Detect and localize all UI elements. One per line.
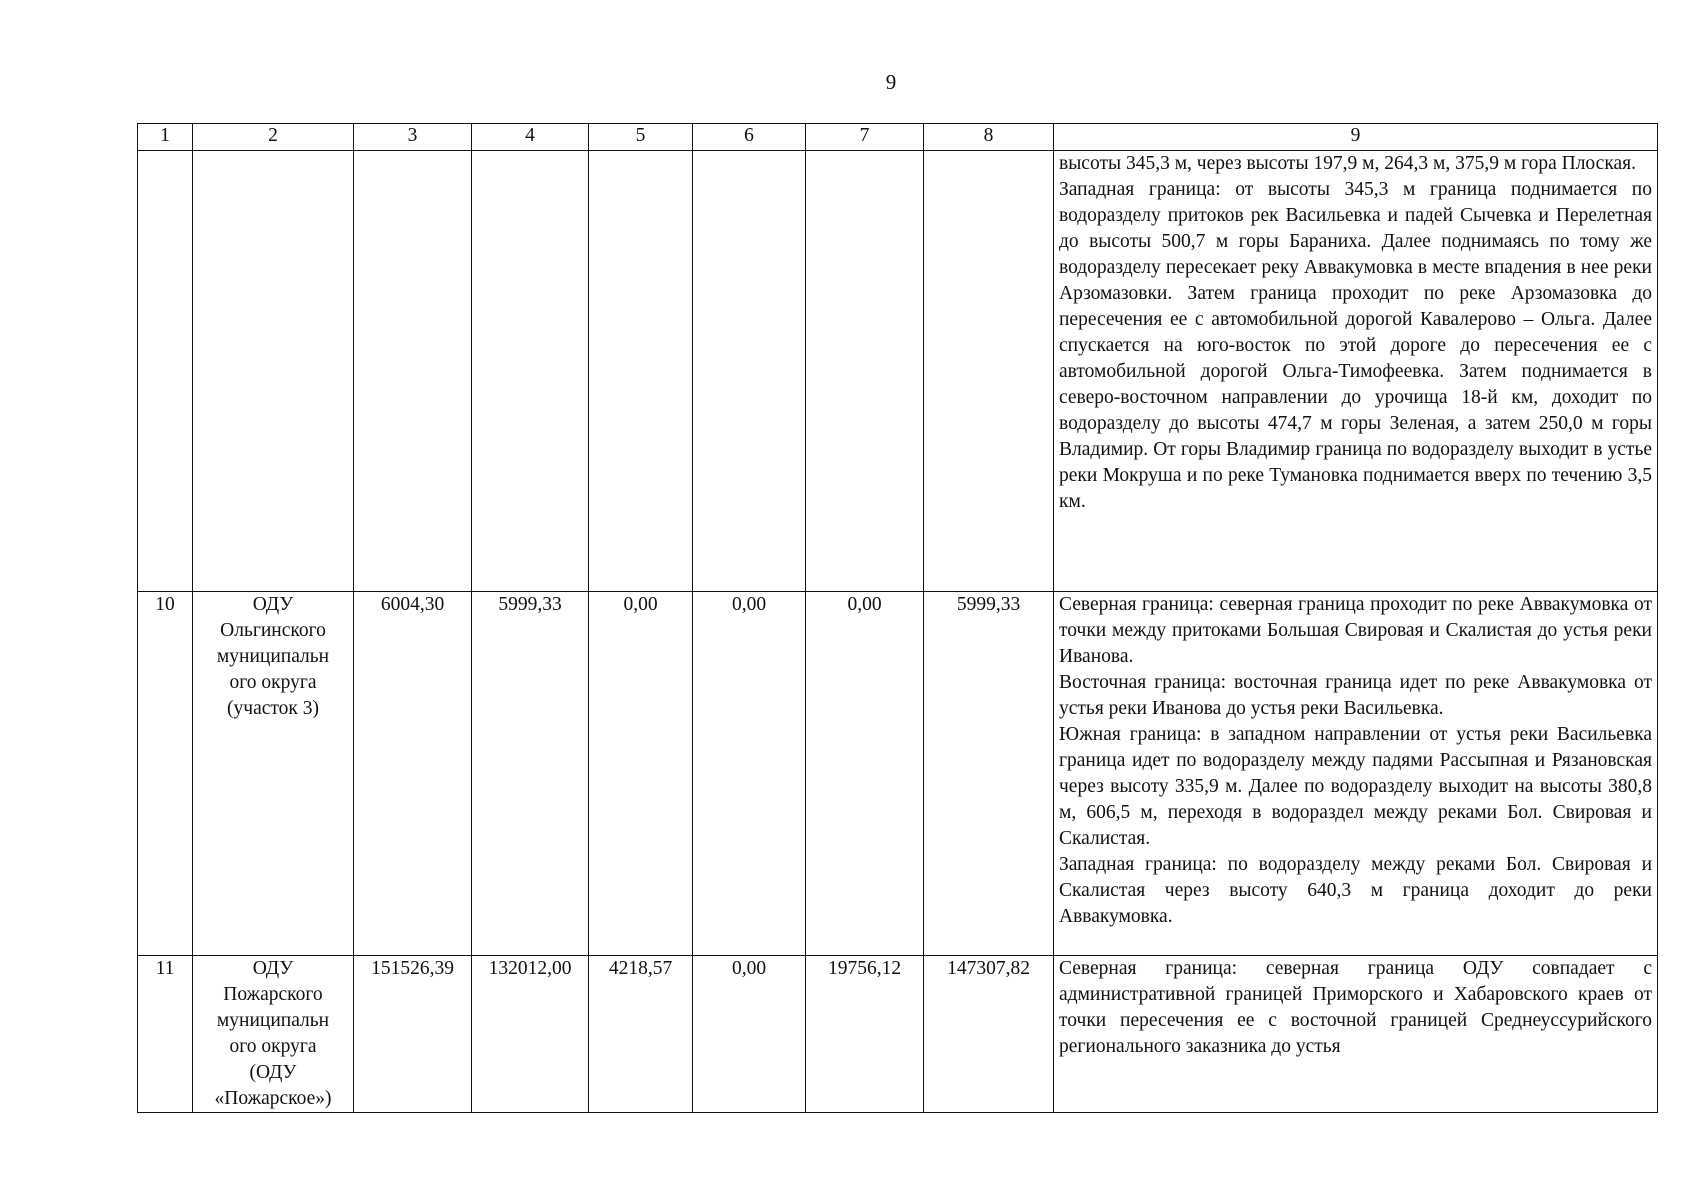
table-row: [138, 956, 1658, 1113]
column-header-8: 8: [924, 124, 1054, 151]
empty-cell: [589, 151, 693, 592]
description-paragraph: Северная граница: северная граница проходит по реке Аввакумовка от точки между притоками Большая Свировая и Скалистая до устья реки Иванова.: [1059, 594, 1652, 667]
area-name-line: «Пожарское»): [214, 1088, 332, 1109]
area-name-line: муниципальн: [216, 1010, 330, 1031]
description-paragraph: Западная граница: по водоразделу между реками Бол. Свировая и Скалистая через высоту 640,3 м граница доходит до реки Аввакумовка.: [1059, 854, 1652, 927]
column-header-6: 6: [693, 124, 806, 151]
description-paragraph: Южная граница: в западном направлении от устья реки Васильевка граница идет по водоразделу между падями Рассыпная и Рязановская через высоту 335,9 м. Далее по водоразделу выходит на высоты 380,8 м, 606,5 м, переходя в водораздел между реками Бол. Свировая и Скалистая.: [1059, 724, 1652, 849]
value-cell-col7: 0,00: [806, 592, 924, 956]
value-cell-col6: 0,00: [693, 592, 806, 956]
boundary-description-cell: [1054, 151, 1658, 592]
column-header-7: 7: [806, 124, 924, 151]
empty-cell: [138, 151, 193, 592]
description-paragraph: высоты 345,3 м, через высоты 197,9 м, 264,3 м, 375,9 м гора Плоская.: [1059, 153, 1637, 174]
value-cell-col4: 5999,33: [472, 592, 589, 956]
value-cell-col8: 5999,33: [924, 592, 1054, 956]
area-name-cell: [193, 592, 354, 956]
area-name-line: (ОДУ: [249, 1062, 297, 1083]
empty-cell: [924, 151, 1054, 592]
column-header-5: 5: [589, 124, 693, 151]
area-name-line: (участок 3): [227, 698, 319, 719]
value-cell-col5: 4218,57: [589, 956, 693, 1113]
empty-cell: [806, 151, 924, 592]
value-cell-col4: 132012,00: [472, 956, 589, 1113]
value-cell-col3: 151526,39: [354, 956, 472, 1113]
column-header-4: 4: [472, 124, 589, 151]
row-number: 11: [138, 956, 193, 1113]
column-header-9: 9: [1054, 124, 1658, 151]
value-cell-col3: 6004,30: [354, 592, 472, 956]
area-name-line: Ольгинского: [220, 620, 326, 641]
header-row: [138, 124, 1658, 151]
description-paragraph: Восточная граница: восточная граница идет по реке Аввакумовка от устья реки Иванова до устья реки Васильевка.: [1059, 672, 1652, 719]
description-paragraph: Западная граница: от высоты 345,3 м граница поднимается по водоразделу притоков рек Васильевка и падей Сычевка и Перелетная до высоты 500,7 м горы Бараниха. Далее поднимаясь по тому же водоразделу пересекает реку Аввакумовка в месте впадения в нее реки Арзомазовки. Затем граница проходит по реке Арзомазовка до пересечения ее с автомобильной дорогой Кавалерово – Ольга. Далее спускается на юго-восток по этой дороге до пересечения ее с автомобильной дорогой Ольга-Тимофеевка. Затем поднимается в северо-восточном направлении до урочища 18-й км, доходит по водоразделу до высоты 474,7 м горы Зеленая, а затем 250,0 м горы Владимир. От горы Владимир граница по водоразделу выходит в устье реки Мокруша и по реке Тумановка поднимается вверх по течению 3,5 км.: [1059, 179, 1652, 512]
value-cell-col8: 147307,82: [924, 956, 1054, 1113]
table-row: [138, 592, 1658, 956]
description-paragraph: Северная граница: северная граница ОДУ совпадает с административной границей Приморского и Хабаровского краев от точки пересечения ее с восточной границей Среднеуссурийского регионального заказника до устья: [1059, 958, 1652, 1057]
area-name-line: ОДУ: [252, 958, 294, 979]
area-name-line: ОДУ: [252, 594, 294, 615]
area-name-line: муниципальн: [216, 646, 330, 667]
empty-cell: [693, 151, 806, 592]
column-header-1: 1: [138, 124, 193, 151]
row-number: 10: [138, 592, 193, 956]
empty-cell: [354, 151, 472, 592]
area-name-line: Пожарского: [223, 984, 323, 1005]
page-number: 9: [885, 70, 897, 94]
empty-cell: [472, 151, 589, 592]
area-name-line: ого округа: [229, 1036, 317, 1057]
column-header-2: 2: [193, 124, 354, 151]
area-name-cell: [193, 956, 354, 1113]
area-name-line: ого округа: [229, 672, 317, 693]
value-cell-col5: 0,00: [589, 592, 693, 956]
boundary-description-cell: [1054, 956, 1658, 1113]
column-header-3: 3: [354, 124, 472, 151]
empty-cell: [193, 151, 354, 592]
boundary-description-cell: [1054, 592, 1658, 956]
value-cell-col6: 0,00: [693, 956, 806, 1113]
table-row-continuation: [138, 151, 1658, 592]
hunting-grounds-table: [137, 123, 1658, 1113]
value-cell-col7: 19756,12: [806, 956, 924, 1113]
